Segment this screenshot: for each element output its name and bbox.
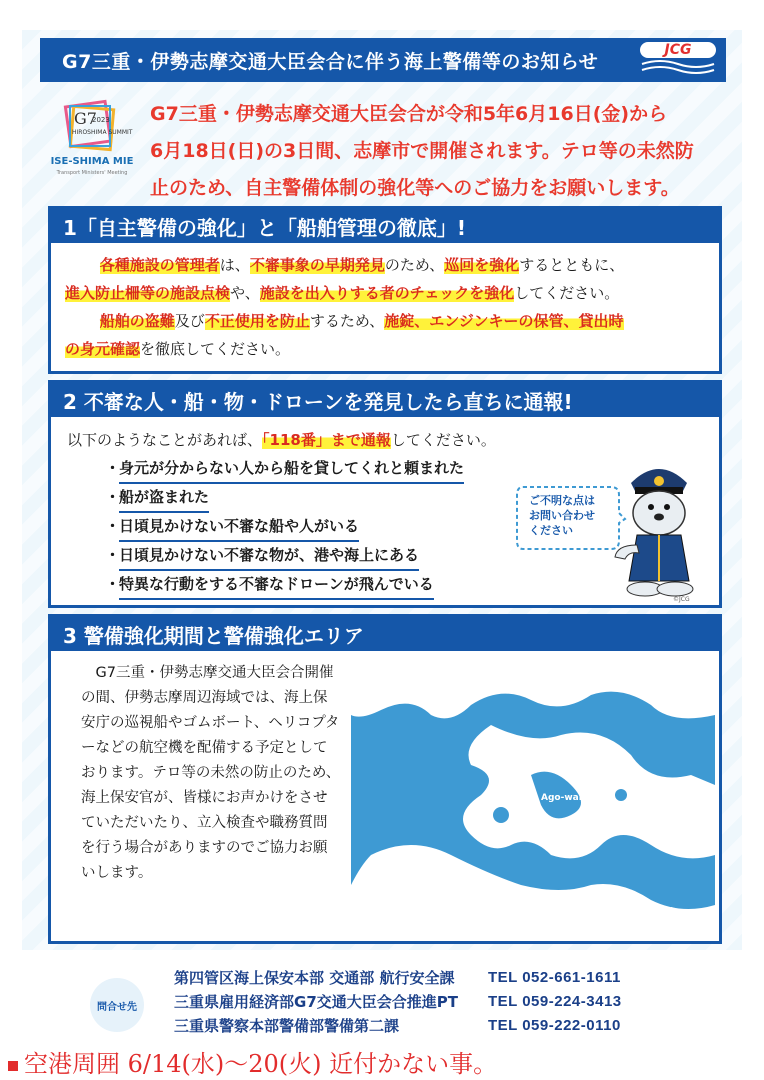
body-text: するため、: [309, 312, 385, 330]
list-item: ・ 日頃見かけない不審な物が、港や海上にある: [105, 542, 705, 571]
section-title: 3 警備強化期間と警備強化エリア: [51, 617, 719, 651]
page-title: G7三重・伊勢志摩交通大臣会合に伴う海上警備等のお知らせ: [62, 50, 599, 73]
highlight-text: 巡回を強化: [444, 256, 520, 274]
contact-org: 第四管区海上保安本部 交通部 航行安全課: [174, 969, 455, 987]
list-item: ・ 日頃見かけない不審な船や人がいる: [105, 513, 705, 542]
body-text: してください。: [390, 431, 496, 449]
map-label-ago-en: Ago-wan: [541, 793, 586, 803]
g7-summit-logo: [42, 98, 142, 190]
mascot-credit: ©JCG: [673, 596, 690, 603]
area-map: [351, 655, 715, 939]
body-text: 以下のようなことがあれば、: [67, 431, 263, 449]
jcg-logo-text: JCG: [640, 42, 716, 58]
highlight-text: 進入防止柵等の施設点検: [65, 284, 231, 302]
body-text: するとともに、: [519, 256, 625, 274]
g7-summit-name: HIROSHIMA SUMMIT: [72, 129, 133, 136]
map-graphic: [351, 655, 715, 939]
bubble-text: ください: [529, 524, 573, 537]
handwritten-note: [8, 1044, 508, 1079]
section-title: 2 不審な人・船・物・ドローンを発見したら直ちに通報!: [51, 383, 719, 417]
bubble-text: お問い合わせ: [529, 509, 595, 522]
speech-bubble: [515, 483, 625, 553]
body-text: や、: [230, 284, 260, 302]
section-area: [48, 614, 722, 944]
section-title: 1「自主警備の強化」と「船舶管理の徹底」!: [51, 209, 719, 243]
bubble-text: ご不明な点は: [529, 494, 595, 507]
map-label-mugi-en: Mugisaki: [651, 917, 687, 925]
list-item: ・ 船が盗まれた: [105, 484, 705, 513]
body-text: は、: [219, 256, 250, 274]
list-item: ・ 特異な行動をする不審なドローンが飛んでいる: [105, 571, 705, 600]
g7-year: 2023: [92, 116, 110, 124]
highlight-text: 船舶の盗難: [99, 312, 175, 330]
intro-line: G7三重・伊勢志摩交通大臣会合が令和5年6月16日(金)から: [150, 103, 668, 125]
g7-emblem-icon: [60, 98, 133, 154]
highlight-118: 「118番」まで通報: [262, 431, 391, 449]
section-security: [48, 206, 722, 374]
intro-line: 止のため、自主警備体制の強化等へのご協力をお願いします。: [150, 177, 680, 199]
contact-tel: TEL 052-661-1611: [487, 969, 621, 986]
contact-tel: TEL 059-224-3413: [487, 993, 622, 1010]
contact-org: 三重県雇用経済部G7交通大臣会合推進PT: [174, 993, 458, 1011]
highlight-text: 不審事象の早期発見: [249, 256, 385, 274]
highlight-text: 不正使用を防止: [204, 312, 310, 330]
intro-line: 6月18日(日)の3日間、志摩市で開催されます。テロ等の未然防: [150, 140, 694, 162]
bullet-square-icon: [8, 1061, 18, 1071]
section-report: [48, 380, 722, 608]
logo-ise-shima: ISE-SHIMA MIE: [50, 156, 134, 167]
map-label-goza: 御座埼: [409, 854, 437, 864]
section-body: [65, 251, 705, 363]
body-text: してください。: [514, 284, 620, 302]
handwritten-text: 空港周囲 6/14(水)～20(火) 近付かない事。: [24, 1050, 498, 1078]
table-row: [174, 990, 622, 1014]
list-item: ・ 身元が分からない人から船を貸してくれと頼まれた: [105, 455, 705, 484]
header-banner: [40, 38, 726, 82]
table-row: [174, 1014, 622, 1038]
body-text: 及び: [174, 312, 205, 330]
body-text: のため、: [384, 256, 445, 274]
intro-notice: [150, 96, 732, 207]
contact-info: [84, 964, 724, 1044]
highlight-text: 施錠、エンジンキーの保管、貸出時: [384, 312, 624, 330]
map-label-mugi: 麦埼: [657, 908, 676, 918]
map-label-ago: 英虞湾: [483, 791, 529, 809]
logo-meeting-name: Transport Ministers' Meeting: [56, 170, 128, 176]
contact-table: [174, 966, 622, 1038]
contact-badge: 問合せ先: [90, 978, 144, 1032]
highlight-text: 施設を出入りする者のチェックを強化: [259, 284, 515, 302]
map-label-goza-en: Gozasaki: [409, 863, 445, 871]
highlight-text: 各種施設の管理者: [99, 256, 220, 274]
highlight-text: の身元確認: [65, 340, 141, 358]
contact-tel: TEL 059-222-0110: [487, 1017, 621, 1034]
mascot-seal-icon: [611, 453, 707, 603]
contact-org: 三重県警察本部警備部警備第二課: [174, 1017, 400, 1035]
g7-text: G7: [74, 109, 97, 128]
wave-icon: [640, 58, 716, 78]
jcg-logo: [640, 42, 716, 78]
body-text: を徹底してください。: [140, 340, 291, 358]
section-body: G7三重・伊勢志摩交通大臣会合開催の間、伊勢志摩周辺海域では、海上保安庁の巡視船やゴムボート、ヘリコプターなどの航空機を配備する予定としております。テロ等の未然の防止のため、海上保安官が、皆様にお声かけをさせていただいたり、立入検査や職務質問を行う場合がありますのでご協力お願いします。: [81, 665, 341, 881]
table-row: [174, 966, 622, 990]
